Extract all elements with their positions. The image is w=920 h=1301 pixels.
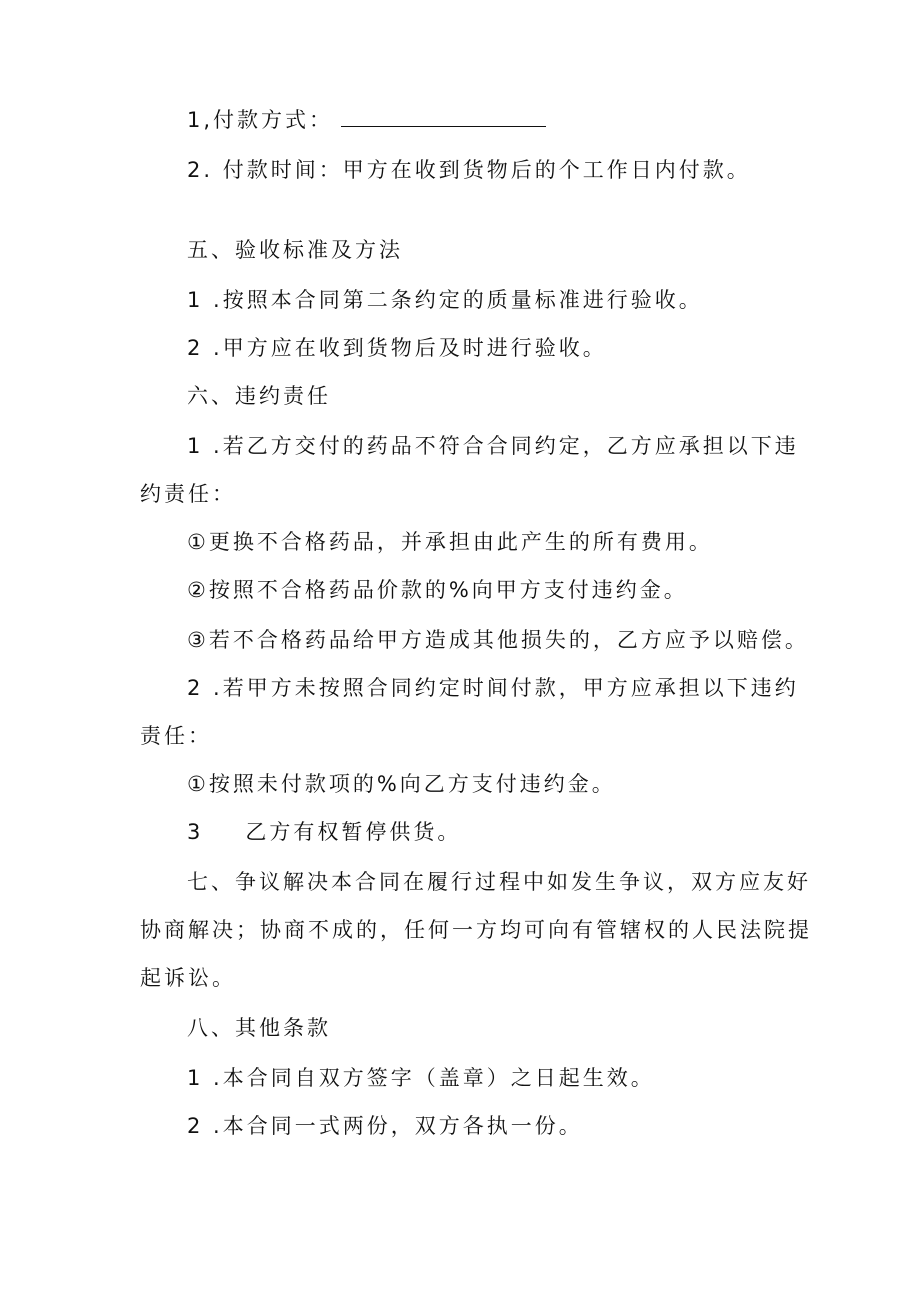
section-six-item-3-text: 乙方有权暂停供货。 (245, 820, 462, 844)
section-five-item-1: 1 .按照本合同第二条约定的质量标准进行验收。 (187, 288, 703, 312)
payment-method-label: 1,付款方式： (187, 108, 334, 132)
section-seven-line-1: 七、争议解决本合同在履行过程中如发生争议，双方应友好 (187, 870, 811, 894)
section-six-subitem-1: ①更换不合格药品，并承担由此产生的所有费用。 (187, 530, 713, 554)
section-eight-item-1: 1 .本合同自双方签字（盖章）之日起生效。 (187, 1066, 655, 1090)
section-six-item-2-subitem-1: ①按照未付款项的%向乙方支付违约金。 (187, 772, 616, 796)
payment-method-blank[interactable] (341, 108, 546, 127)
payment-method-line (187, 108, 546, 131)
section-six-item-3-line (187, 822, 461, 843)
section-seven-line-2: 协商解决；协商不成的，任何一方均可向有管辖权的人民法院提 (140, 918, 812, 942)
section-seven-line-3: 起诉讼。 (140, 966, 236, 990)
section-five-item-2: 2 .甲方应在收到货物后及时进行验收。 (187, 336, 607, 360)
section-five-heading: 五、验收标准及方法 (187, 238, 403, 262)
section-six-subitem-2: ②按照不合格药品价款的%向甲方支付违约金。 (187, 578, 688, 602)
section-six-item-2-cont: 责任： (140, 724, 212, 748)
section-six-subitem-3: ③若不合格药品给甲方造成其他损失的，乙方应予以赔偿。 (187, 628, 809, 652)
section-six-item-2: 2 .若甲方未按照合同约定时间付款，甲方应承担以下违约 (187, 676, 799, 700)
section-six-item-1-cont: 约责任： (140, 482, 236, 506)
section-six-item-1: 1 .若乙方交付的药品不符合合同约定，乙方应承担以下违 (187, 434, 799, 458)
payment-time-line: 2. 付款时间：甲方在收到货物后的个工作日内付款。 (187, 158, 751, 182)
section-six-heading: 六、违约责任 (187, 384, 331, 408)
section-eight-heading: 八、其他条款 (187, 1016, 331, 1040)
section-eight-item-2: 2 .本合同一式两份，双方各执一份。 (187, 1114, 583, 1138)
section-six-item-3-number: 3 (187, 820, 204, 844)
